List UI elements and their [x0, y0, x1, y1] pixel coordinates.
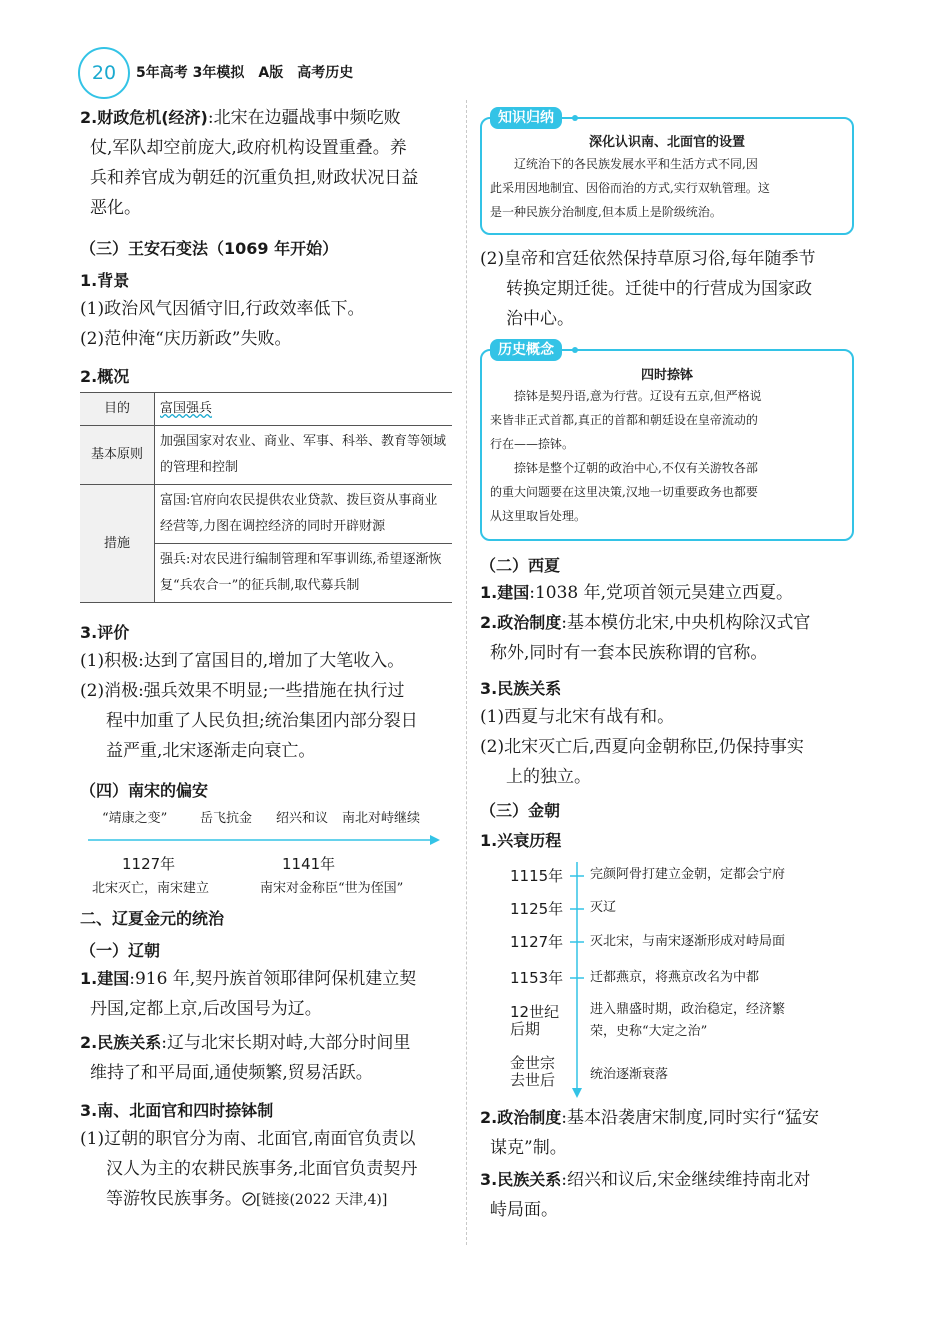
jin-year-line: 金世宗 — [510, 1054, 556, 1072]
finance-crisis-block — [80, 103, 455, 223]
box2-line: 的重大问题要在这里决策,汉地一切重要政务也都要 — [490, 485, 758, 499]
purpose-text: 富国强兵 — [160, 401, 213, 416]
jin-politics-label: 2.政治制度 — [480, 1108, 562, 1127]
liao-ethnic-line: :辽与北宋长期对峙,大部分时间里 — [161, 1033, 411, 1053]
background-heading: 1.背景 — [80, 271, 130, 290]
evaluation-item: 程中加重了人民负担;统治集团内部分裂日 — [106, 711, 418, 731]
jin-timeline-year: 1153年 — [510, 969, 564, 987]
box2-line: 来皆非正式首都,真正的首都和朝廷设在皇帝流动的 — [490, 413, 758, 427]
liao-founding-line: :916 年,契丹族首领耶律阿保机建立契 — [129, 969, 417, 989]
jin-timeline-event — [590, 999, 785, 1043]
link-icon — [242, 1192, 256, 1206]
liao-system-line: 等游牧民族事务。 — [106, 1189, 242, 1209]
liao-founding — [80, 964, 460, 1024]
principle-label: 基本原则 — [80, 426, 155, 485]
liao-ethnic-line: 维持了和平局面,通使频繁,贸易活跃。 — [90, 1063, 373, 1083]
liao-ethnic — [80, 1028, 460, 1088]
box1-title: 深化认识南、北面官的设置 — [588, 135, 745, 150]
tag-dot — [572, 115, 578, 121]
box2-line: 捺钵是契丹语,意为行营。辽设有五京,但严格说 — [514, 389, 762, 403]
jin-timeline-axis — [570, 862, 590, 1102]
liao-system-heading: 3.南、北面官和四时捺钵制 — [80, 1101, 274, 1120]
page-number: 20 — [78, 47, 130, 99]
measure-fu-text: 富国:官府向农民提供农业贷款、拨巨资从事商业经营等,力图在调控经济的同时开辟财源 — [155, 485, 453, 544]
timeline-event: 绍兴和议 — [276, 811, 329, 826]
finance-crisis-label: 2.财政危机(经济) — [80, 108, 208, 127]
xixia-ethnic-heading: 3.民族关系 — [480, 679, 562, 698]
jin-timeline-event: 灭辽 — [590, 900, 617, 915]
box2-line: 从这里取旨处理。 — [490, 509, 587, 523]
principle-text: 加强国家对农业、商业、军事、科举、教育等领域的管理和控制 — [155, 426, 453, 485]
jin-ethnic-line: :绍兴和议后,宋金继续维持南北对 — [561, 1170, 811, 1190]
liao-system-line: 汉人为主的农耕民族事务,北面官负责契丹 — [106, 1159, 418, 1179]
liao-heading: （一）辽朝 — [80, 941, 161, 960]
jin-ethnic — [480, 1165, 860, 1225]
liao-founding-label: 1.建国 — [80, 969, 130, 988]
finance-crisis-line: 恶化。 — [90, 198, 141, 218]
jin-rise-heading: 1.兴衰历程 — [480, 831, 562, 850]
jin-ethnic-line: 峙局面。 — [490, 1200, 558, 1220]
jin-timeline-year — [510, 1055, 555, 1089]
background-item: (2)范仲淹“庆历新政”失败。 — [80, 329, 292, 349]
liao-system-line: (1)辽朝的职官分为南、北面官,南面官负责以 — [80, 1129, 416, 1149]
evaluation-item: (1)积极:达到了富国目的,增加了大笔收入。 — [80, 651, 405, 671]
evaluation-list — [80, 646, 460, 766]
xixia-politics-label: 2.政治制度 — [480, 613, 562, 632]
xixia-founding-text: :1038 年,党项首领元昊建立西夏。 — [529, 583, 794, 603]
liao-founding-line: 丹国,定都上京,后改国号为辽。 — [90, 999, 322, 1019]
xixia-ethnic-item: (1)西夏与北宋有战有和。 — [480, 707, 675, 727]
timeline-event: 南宋对金称臣“世为侄国” — [260, 881, 404, 896]
link-reference[interactable] — [242, 1192, 387, 1208]
timeline-event: 南北对峙继续 — [342, 811, 421, 826]
liao-item2-line: (2)皇帝和宫廷依然保持草原习俗,每年随季节 — [480, 249, 816, 269]
liao-item2-line: 治中心。 — [506, 309, 574, 329]
jin-year-line: 12世纪 — [510, 1003, 560, 1021]
xixia-politics-line: 称外,同时有一套本民族称谓的官称。 — [490, 643, 768, 663]
timeline-event: 北宋灭亡，南宋建立 — [92, 881, 210, 896]
evaluation-item: 益严重,北宋逐渐走向衰亡。 — [106, 741, 316, 761]
finance-crisis-line: 兵和养官成为朝廷的沉重负担,财政状况日益 — [90, 168, 419, 188]
table-row — [80, 485, 452, 544]
liao-item2-line: 转换定期迁徙。迁徙中的行营成为国家政 — [506, 279, 812, 299]
timeline-year: 1127年 — [122, 855, 176, 873]
xixia-ethnic-list — [480, 702, 860, 792]
jin-politics — [480, 1103, 860, 1163]
table-row — [80, 393, 452, 426]
xixia-politics-line: :基本模仿北宋,中央机构除汉式官 — [561, 613, 811, 633]
jin-timeline-year — [510, 1004, 559, 1038]
table-row — [80, 426, 452, 485]
jin-timeline-event: 完颜阿骨打建立金朝，定都会宁府 — [590, 867, 786, 882]
background-item: (1)政治风气因循守旧,行政效率低下。 — [80, 299, 365, 319]
xixia-ethnic-item: (2)北宋灭亡后,西夏向金朝称臣,仍保持事实 — [480, 737, 804, 757]
xixia-heading: （二）西夏 — [480, 556, 561, 575]
box2-text — [490, 384, 848, 528]
jin-timeline-event: 灭北宋，与南宋逐渐形成对峙局面 — [590, 934, 786, 949]
history-concept-tag: 历史概念 — [490, 339, 562, 361]
wang-anshi-heading: （三）王安石变法（1069 年开始） — [80, 239, 339, 258]
jin-timeline-year: 1127年 — [510, 933, 564, 951]
knowledge-summary-tag: 知识归纳 — [490, 107, 562, 129]
jin-year-line: 后期 — [510, 1020, 541, 1038]
jin-timeline-year: 1125年 — [510, 900, 564, 918]
liao-system-block — [80, 1124, 460, 1215]
column-divider — [466, 100, 467, 1245]
southern-song-heading: （四）南宋的偏安 — [80, 781, 209, 800]
finance-crisis-line: :北宋在边疆战事中频吃败 — [207, 108, 401, 128]
purpose-label: 目的 — [80, 393, 155, 426]
box1-line: 辽统治下的各民族发展水平和生活方式不同,因 — [514, 157, 758, 171]
jin-event-line: 荣，史称“大定之治” — [590, 1024, 708, 1039]
timeline-year: 1141年 — [282, 855, 336, 873]
timeline-axis — [80, 833, 442, 847]
jin-event-line: 进入鼎盛时期，政治稳定，经济繁 — [590, 1002, 786, 1017]
xixia-founding — [480, 578, 860, 608]
timeline-event: “靖康之变” — [102, 811, 168, 826]
jin-timeline-event: 迁都燕京，将燕京改名为中都 — [590, 970, 760, 985]
jin-ethnic-label: 3.民族关系 — [480, 1170, 562, 1189]
evaluation-heading: 3.评价 — [80, 623, 130, 642]
jin-heading: （三）金朝 — [480, 801, 561, 820]
xixia-politics — [480, 608, 860, 668]
box1-line: 是一种民族分治制度,但本质上是阶级统治。 — [490, 205, 722, 219]
evaluation-item: (2)消极:强兵效果不明显;一些措施在执行过 — [80, 681, 405, 701]
reform-overview-table — [80, 392, 452, 603]
timeline-event: 岳飞抗金 — [200, 811, 253, 826]
box2-line: 捺钵是整个辽朝的政治中心,不仅有关游牧各部 — [514, 461, 758, 475]
box2-line: 行在——捺钵。 — [490, 437, 575, 451]
finance-crisis-line: 仗,军队却空前庞大,政府机构设置重叠。养 — [90, 138, 407, 158]
jin-politics-line: 谋克”制。 — [490, 1138, 567, 1158]
jin-politics-line: :基本沿袭唐宋制度,同时实行“猛安 — [561, 1108, 820, 1128]
measure-label: 措施 — [80, 485, 155, 603]
measure-qiang-text: 强兵:对农民进行编制管理和军事训练,希望逐渐恢复“兵农合一”的征兵制,取代募兵制 — [155, 544, 453, 603]
box1-line: 此采用因地制宜、因俗而治的方式,实行双轨管理。这 — [490, 181, 770, 195]
overview-heading: 2.概况 — [80, 367, 130, 386]
tag-dot — [572, 347, 578, 353]
book-title: 5年高考 3年模拟 A版 高考历史 — [136, 65, 354, 81]
liao-item2 — [480, 244, 860, 334]
jin-year-line: 去世后 — [510, 1071, 556, 1089]
jin-timeline-year: 1115年 — [510, 867, 564, 885]
xixia-founding-label: 1.建国 — [480, 583, 530, 602]
box2-title: 四时捺钵 — [640, 368, 693, 383]
liao-ethnic-label: 2.民族关系 — [80, 1033, 162, 1052]
jin-timeline-event: 统治逐渐衰落 — [590, 1067, 669, 1082]
box1-text — [490, 152, 848, 224]
link-text: [链接(2022 天津,4)] — [256, 1192, 388, 1208]
xixia-ethnic-item: 上的独立。 — [506, 767, 591, 787]
section2-heading: 二、辽夏金元的统治 — [80, 909, 225, 928]
southern-song-timeline — [80, 805, 450, 895]
